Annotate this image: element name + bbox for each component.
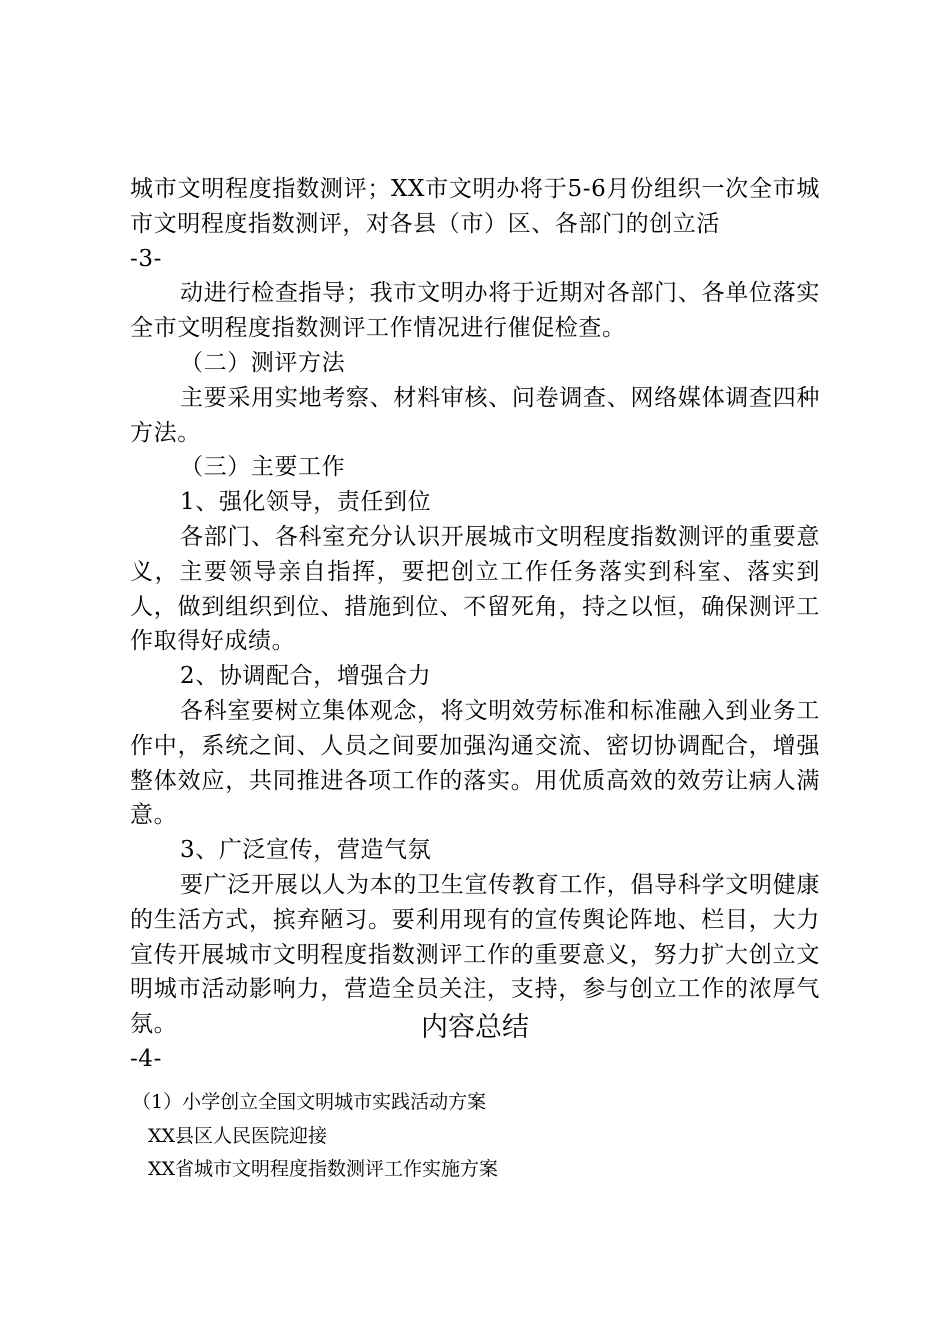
section-heading-method: （二）测评方法 [180,349,346,376]
paragraph-continuation: 城市文明程度指数测评；XX市文明办将于5-6月份组织一次全市城市文明程度指数测评，对各县（市）区、各部门的创立活 [130,176,820,237]
section-heading-main-work: （三）主要工作 [180,454,346,481]
summary-item: （1）小学创立全国文明城市实践活动方案 [132,1091,487,1113]
page-number-marker: -4- [130,1045,162,1072]
paragraph: 主要采用实地考察、材料审核、问卷调查、网络媒体调查四种方法。 [130,384,820,446]
page-number-marker: -3- [130,245,162,272]
subheading-leadership: 1、强化领导，责任到位 [180,489,432,516]
subheading-coordination: 2、协调配合，增强合力 [180,663,432,690]
document-body [130,172,820,1077]
paragraph: 要广泛开展以人为本的卫生宣传教育工作，倡导科学文明健康的生活方式，摈弃陋习。要利用现有的宣传舆论阵地、栏目，大力宣传开展城市文明程度指数测评工作的重要意义，努力扩大创立文明城市活动影响力，营造全员关注，支持，参与创立工作的浓厚气氛。 [130,871,820,1038]
subheading-publicity: 3、广泛宣传，营造气氛 [180,837,432,864]
summary-list [132,1086,832,1187]
summary-title: 内容总结 [421,1012,529,1043]
summary-item: XX省城市文明程度指数测评工作实施方案 [148,1158,499,1180]
paragraph: 各科室要树立集体观念，将文明效劳标准和标准融入到业务工作中，系统之间、人员之间要加强沟通交流、密切协调配合，增强整体效应，共同推进各项工作的落实。用优质高效的效劳让病人满意。 [130,697,820,829]
summary-item: XX县区人民医院迎接 [148,1124,328,1147]
paragraph: 各部门、各科室充分认识开展城市文明程度指数测评的重要意义，主要领导亲自指挥，要把创立工作任务落实到科室、落实到人，做到组织到位、措施到位、不留死角，持之以恒，确保测评工作取得好成绩。 [130,523,820,655]
paragraph: 动进行检查指导；我市文明办将于近期对各部门、各单位落实全市文明程度指数测评工作情况进行催促检查。 [130,280,820,342]
